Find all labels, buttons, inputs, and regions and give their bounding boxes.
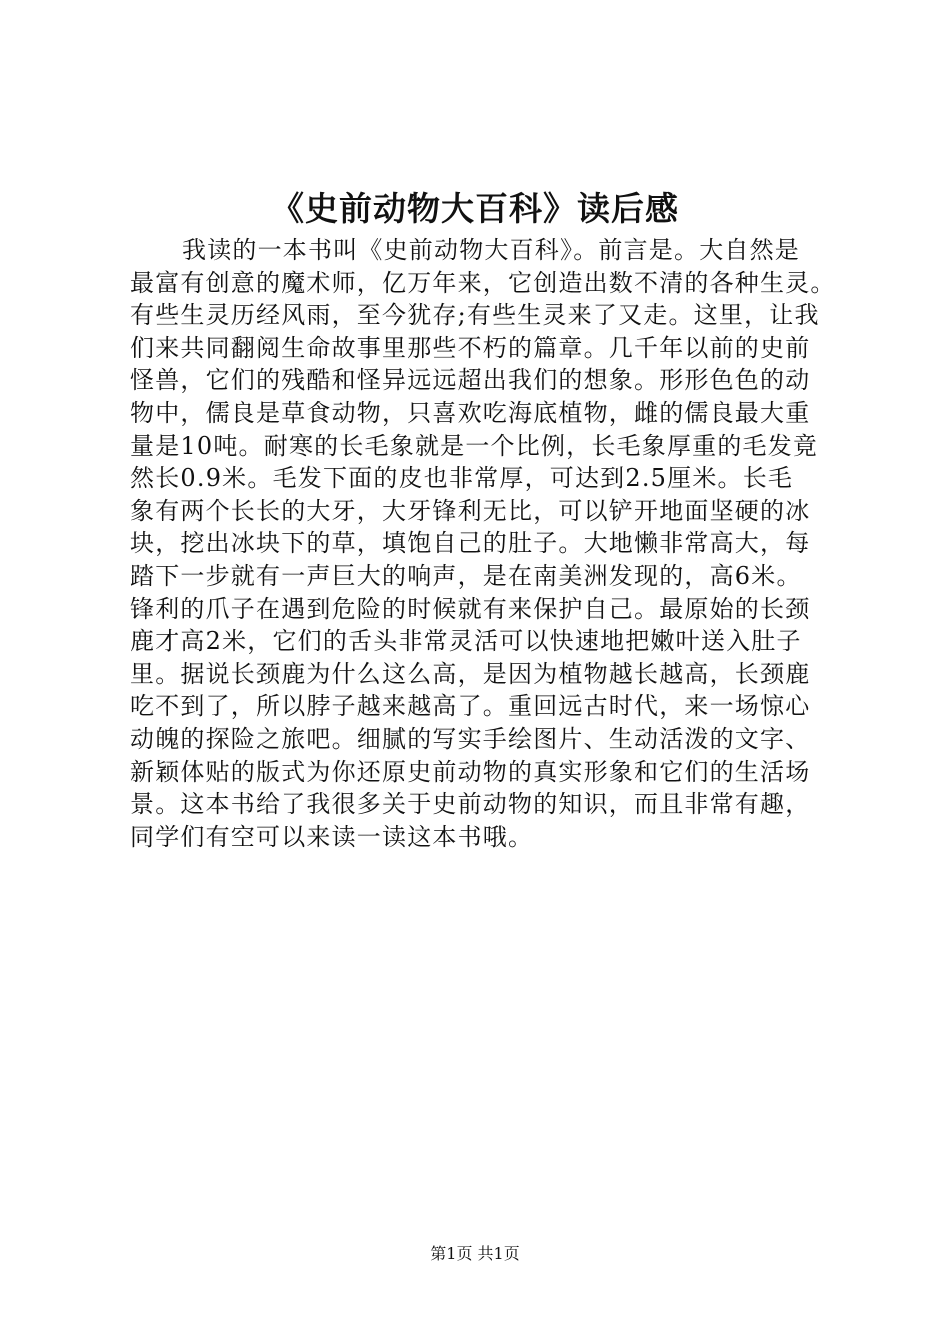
paragraph-line: 鹿才高2米，它们的舌头非常灵活可以快速地把嫩叶送入肚子 (130, 627, 802, 656)
paragraph-line: 怪兽，它们的残酷和怪异远远超出我们的想象。形形色色的动 (130, 366, 811, 395)
paragraph-line: 吃不到了，所以脖子越来越高了。重回远古时代，来一场惊心 (130, 692, 811, 721)
paragraph-line: 新颖体贴的版式为你还原史前动物的真实形象和它们的生活场 (130, 757, 811, 786)
paragraph-line: 们来共同翻阅生命故事里那些不朽的篇章。几千年以前的史前 (130, 333, 811, 362)
body-paragraph (130, 234, 836, 853)
paragraph-line: 我读的一本书叫《史前动物大百科》。前言是。大自然是 (182, 236, 800, 264)
paragraph-line: 动魄的探险之旅吧。细腻的写实手绘图片、生动活泼的文字、 (130, 724, 811, 753)
paragraph-line: 量是10吨。耐寒的长毛象就是一个比例，长毛象厚重的毛发竟 (130, 431, 819, 460)
paragraph-line: 锋利的爪子在遇到危险的时候就有来保护自己。最原始的长颈 (130, 594, 811, 623)
paragraph-line: 里。据说长颈鹿为什么这么高，是因为植物越长越高，长颈鹿 (130, 659, 811, 688)
paragraph-line: 块，挖出冰块下的草，填饱自己的肚子。大地懒非常高大，每 (130, 529, 811, 558)
paragraph-line: 同学们有空可以来读一读这本书哦。 (130, 822, 534, 851)
document-title: 《史前动物大百科》读后感 (271, 189, 679, 228)
paragraph-line: 踏下一步就有一声巨大的响声，是在南美洲发现的，高6米。 (130, 561, 802, 590)
paragraph-line: 物中，儒良是草食动物，只喜欢吃海底植物，雌的儒良最大重 (130, 398, 811, 427)
page-number-footer: 第1页 共1页 (430, 1244, 520, 1263)
paragraph-line: 然长0.9米。毛发下面的皮也非常厚，可达到2.5厘米。长毛 (130, 464, 794, 493)
paragraph-line: 有些生灵历经风雨，至今犹存;有些生灵来了又走。这里，让我 (130, 301, 820, 330)
paragraph-line: 景。这本书给了我很多关于史前动物的知识，而且非常有趣， (130, 790, 811, 819)
paragraph-line: 象有两个长长的大牙，大牙锋利无比，可以铲开地面坚硬的冰 (130, 496, 811, 525)
paragraph-line: 最富有创意的魔术师，亿万年来，它创造出数不清的各种生灵。 (130, 268, 836, 297)
